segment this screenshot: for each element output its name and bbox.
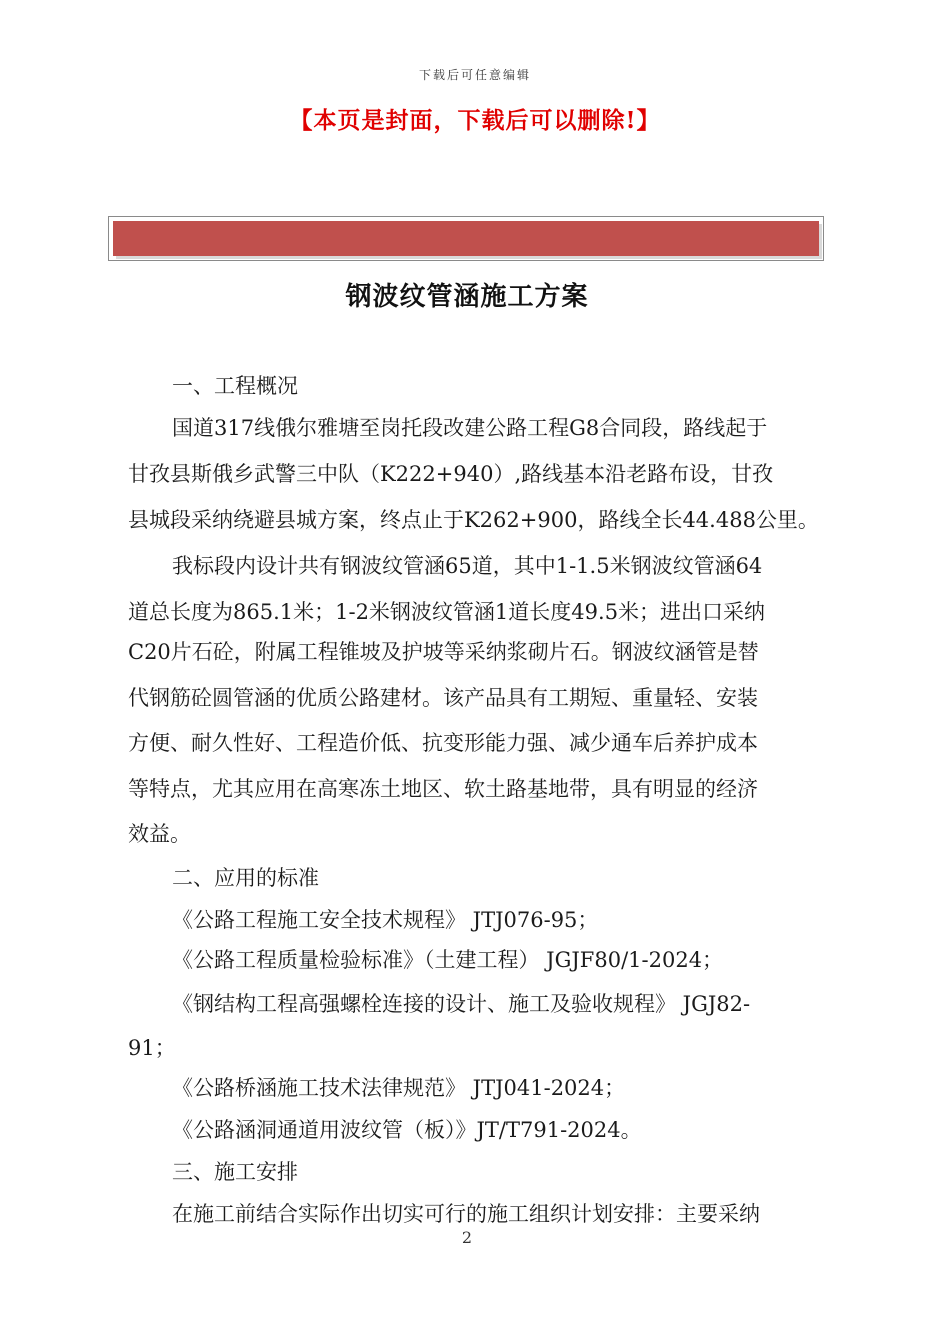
section-heading-standards: 二、应用的标准 xyxy=(172,866,319,890)
title-banner xyxy=(108,216,824,261)
section-heading-schedule: 三、施工安排 xyxy=(172,1160,298,1184)
paragraph-line: 等特点，尤其应用在高寒冻土地区、软土路基地带，具有明显的经济 xyxy=(128,777,758,801)
paragraph-line: 效益。 xyxy=(128,822,191,846)
standard-item: 《公路桥涵施工技术法律规范》 JTJ041-2024； xyxy=(172,1076,626,1100)
section-heading-overview: 一、工程概况 xyxy=(172,374,298,398)
title-banner-fill xyxy=(113,221,819,256)
paragraph-line: 代钢筋砼圆管涵的优质公路建材。该产品具有工期短、重量轻、安装 xyxy=(128,686,758,710)
document-title: 钢波纹管涵施工方案 xyxy=(345,282,589,312)
header-note: 下载后可任意编辑 xyxy=(418,68,531,82)
paragraph-line: 在施工前结合实际作出切实可行的施工组织计划安排：主要采纳 xyxy=(172,1202,760,1226)
paragraph-line: C20片石砼，附属工程锥坡及护坡等采纳浆砌片石。钢波纹涵管是替 xyxy=(128,640,759,664)
standard-item: 《公路涵洞通道用波纹管（板）》JT/T791-2024。 xyxy=(172,1118,642,1142)
paragraph-line: 方便、耐久性好、工程造价低、抗变形能力强、减少通车后养护成本 xyxy=(128,731,758,755)
standard-item: 《钢结构工程高强螺栓连接的设计、施工及验收规程》 JGJ82- xyxy=(172,992,751,1016)
paragraph-line: 国道317线俄尔雅塘至岗托段改建公路工程G8合同段，路线起于 xyxy=(172,416,768,440)
page-number: 2 xyxy=(461,1228,473,1247)
standard-item: 《公路工程质量检验标准》（土建工程） JGJF80/1-2024； xyxy=(172,948,724,972)
paragraph-line: 道总长度为865.1米；1-2米钢波纹管涵1道长度49.5米；进出口采纳 xyxy=(128,600,766,624)
paragraph-line: 甘孜县斯俄乡武警三中队（K222+940）,路线基本沿老路布设，甘孜 xyxy=(128,462,774,486)
standard-item: 《公路工程施工安全技术规程》 JTJ076-95； xyxy=(172,908,599,932)
standard-item-continued: 91； xyxy=(128,1036,176,1060)
paragraph-line: 我标段内设计共有钢波纹管涵65道，其中1-1.5米钢波纹管涵64 xyxy=(172,554,763,578)
cover-notice: 【本页是封面，下载后可以删除!】 xyxy=(289,107,661,134)
paragraph-line: 县城段采纳绕避县城方案，终点止于K262+900，路线全长44.488公里。 xyxy=(128,508,819,532)
